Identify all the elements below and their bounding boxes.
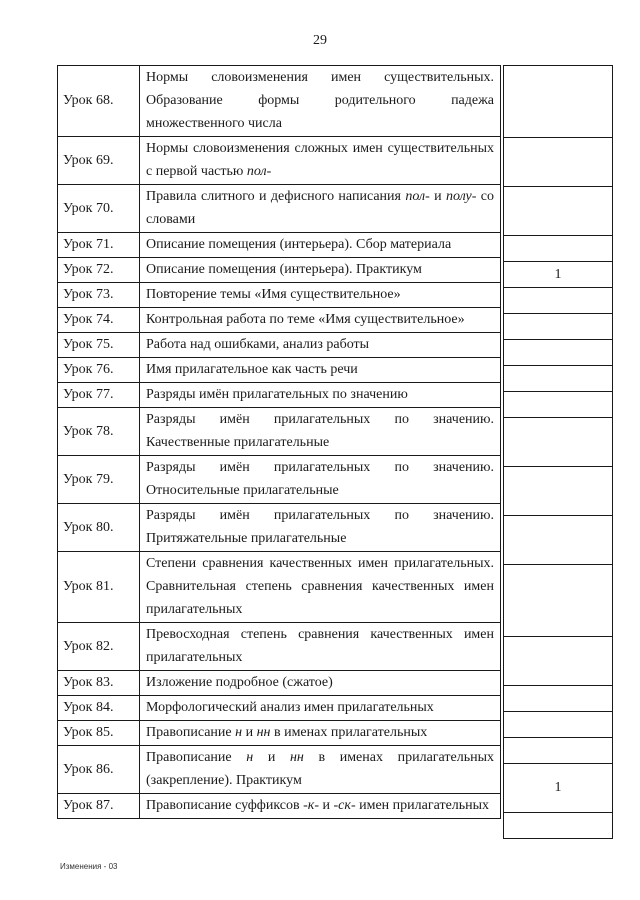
hours-column-table — [503, 65, 613, 839]
table-row — [58, 504, 501, 552]
lesson-number: Урок 77. — [58, 383, 140, 408]
hours-column-body — [504, 66, 613, 839]
hours-row — [504, 314, 613, 340]
table-row — [58, 333, 501, 358]
table-row — [58, 623, 501, 671]
lesson-topic: Разряды имён прилагательных по значению. Относительные прилагательные — [140, 456, 501, 504]
table-row — [58, 258, 501, 283]
lesson-topic: Разряды имён прилагательных по значению — [140, 383, 501, 408]
lesson-number: Урок 71. — [58, 233, 140, 258]
hours-row — [504, 418, 613, 467]
table-row — [58, 283, 501, 308]
lesson-number: Урок 76. — [58, 358, 140, 383]
lesson-hours — [504, 738, 613, 764]
page-number: 29 — [313, 33, 327, 48]
lesson-hours: 1 — [504, 764, 613, 813]
table-row — [58, 746, 501, 794]
lesson-number: Урок 78. — [58, 408, 140, 456]
lesson-hours — [504, 418, 613, 467]
table-row — [58, 383, 501, 408]
hours-row — [504, 813, 613, 839]
hours-row — [504, 392, 613, 418]
hours-row — [504, 236, 613, 262]
table-row — [58, 721, 501, 746]
lesson-topic: Изложение подробное (сжатое) — [140, 671, 501, 696]
lesson-number: Урок 73. — [58, 283, 140, 308]
lesson-number: Урок 68. — [58, 66, 140, 137]
table-row — [58, 137, 501, 185]
lesson-hours — [504, 340, 613, 366]
lesson-topic: Нормы словоизменения имен существительных. Образование формы родительного падежа множественного числа — [140, 66, 501, 137]
hours-row — [504, 712, 613, 738]
lesson-number: Урок 84. — [58, 696, 140, 721]
lesson-number: Урок 81. — [58, 552, 140, 623]
hours-row — [504, 138, 613, 187]
lesson-hours: 1 — [504, 262, 613, 288]
hours-row — [504, 288, 613, 314]
lesson-number: Урок 70. — [58, 185, 140, 233]
lesson-hours — [504, 712, 613, 738]
table-row — [58, 185, 501, 233]
lesson-hours — [504, 366, 613, 392]
lesson-topic: Имя прилагательное как часть речи — [140, 358, 501, 383]
table-row — [58, 696, 501, 721]
hours-row — [504, 340, 613, 366]
lesson-hours — [504, 467, 613, 516]
hours-row — [504, 565, 613, 637]
lesson-table — [57, 65, 501, 819]
hours-row — [504, 262, 613, 288]
lesson-number: Урок 72. — [58, 258, 140, 283]
lesson-hours — [504, 314, 613, 340]
hours-row — [504, 738, 613, 764]
hours-row — [504, 187, 613, 236]
lesson-number: Урок 80. — [58, 504, 140, 552]
lesson-topic: Степени сравнения качественных имен прилагательных. Сравнительная степень сравнения качественных имен прилагательных — [140, 552, 501, 623]
lesson-topic: Контрольная работа по теме «Имя существительное» — [140, 308, 501, 333]
table-row — [58, 233, 501, 258]
lesson-hours — [504, 138, 613, 187]
lesson-topic: Нормы словоизменения сложных имен существительных с первой частью пол- — [140, 137, 501, 185]
lesson-topic: Разряды имён прилагательных по значению. Качественные прилагательные — [140, 408, 501, 456]
table-row — [58, 308, 501, 333]
table-row — [58, 552, 501, 623]
lesson-hours — [504, 565, 613, 637]
table-row — [58, 358, 501, 383]
table-row — [58, 66, 501, 137]
lesson-number: Урок 79. — [58, 456, 140, 504]
lesson-topic: Разряды имён прилагательных по значению. Притяжательные прилагательные — [140, 504, 501, 552]
hours-row — [504, 686, 613, 712]
lesson-table-body — [58, 66, 501, 819]
lesson-number: Урок 74. — [58, 308, 140, 333]
lesson-topic: Работа над ошибками, анализ работы — [140, 333, 501, 358]
lesson-topic: Превосходная степень сравнения качественных имен прилагательных — [140, 623, 501, 671]
hours-row — [504, 637, 613, 686]
table-row — [58, 671, 501, 696]
hours-row — [504, 764, 613, 813]
lesson-hours — [504, 288, 613, 314]
lesson-topic: Правописание н и нн в именах прилагательных (закрепление). Практикум — [140, 746, 501, 794]
hours-row — [504, 467, 613, 516]
lesson-number: Урок 75. — [58, 333, 140, 358]
lesson-number: Урок 82. — [58, 623, 140, 671]
footer-note: Изменения - 03 — [60, 862, 118, 871]
lesson-hours — [504, 236, 613, 262]
lesson-topic: Правописание н и нн в именах прилагательных — [140, 721, 501, 746]
lesson-number: Урок 83. — [58, 671, 140, 696]
table-row — [58, 794, 501, 819]
hours-row — [504, 516, 613, 565]
hours-row — [504, 366, 613, 392]
lesson-number: Урок 87. — [58, 794, 140, 819]
lesson-number: Урок 69. — [58, 137, 140, 185]
lesson-number: Урок 85. — [58, 721, 140, 746]
table-row — [58, 456, 501, 504]
lesson-hours — [504, 392, 613, 418]
lesson-topic: Повторение темы «Имя существительное» — [140, 283, 501, 308]
lesson-hours — [504, 66, 613, 138]
lesson-topic: Правила слитного и дефисного написания пол- и полу- со словами — [140, 185, 501, 233]
lesson-topic: Правописание суффиксов -к- и -ск- имен прилагательных — [140, 794, 501, 819]
lesson-topic: Описание помещения (интерьера). Сбор материала — [140, 233, 501, 258]
lesson-hours — [504, 187, 613, 236]
lesson-topic: Описание помещения (интерьера). Практикум — [140, 258, 501, 283]
lesson-hours — [504, 686, 613, 712]
hours-row — [504, 66, 613, 138]
lesson-hours — [504, 516, 613, 565]
lesson-hours — [504, 637, 613, 686]
lesson-hours — [504, 813, 613, 839]
lesson-topic: Морфологический анализ имен прилагательных — [140, 696, 501, 721]
table-row — [58, 408, 501, 456]
lesson-number: Урок 86. — [58, 746, 140, 794]
